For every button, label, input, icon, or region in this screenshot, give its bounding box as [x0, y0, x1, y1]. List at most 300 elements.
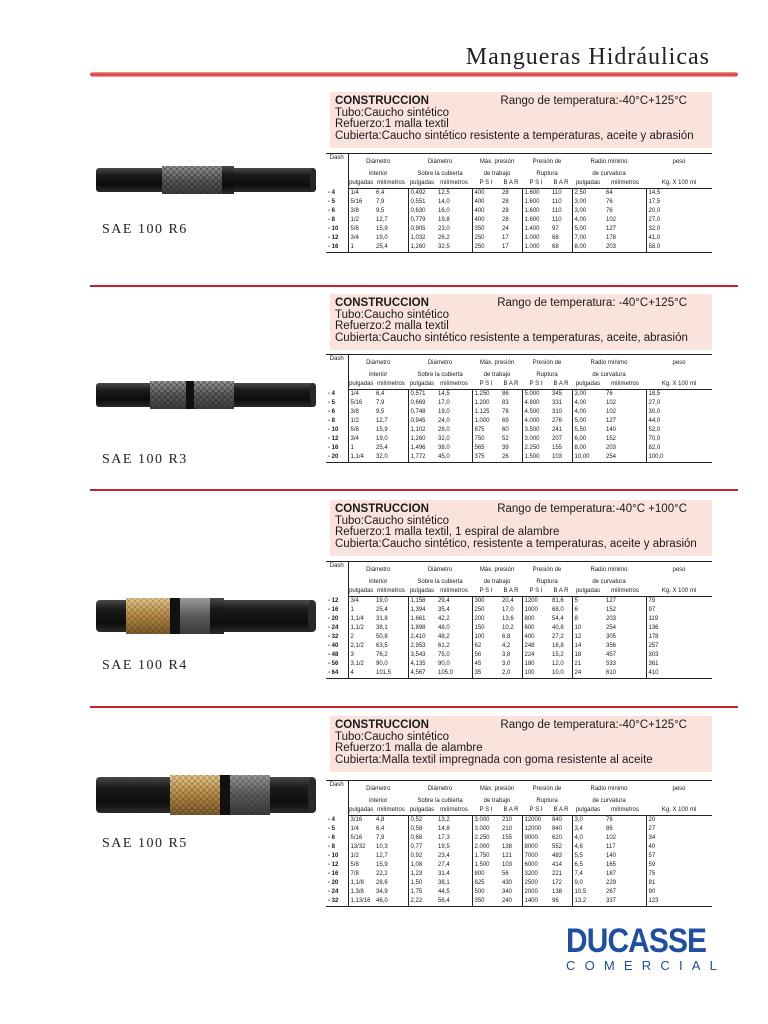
table-header-cell: P S I: [522, 806, 550, 816]
table-header-cell: interior: [369, 579, 388, 585]
table-cell: 1,1/4: [350, 454, 364, 460]
table-header-cell: Diámetro: [427, 785, 453, 792]
table-cell: 123: [646, 897, 712, 907]
table-header-cell: de trabajo: [483, 171, 511, 177]
table-row: [326, 189, 712, 199]
table-header-cell: milímetros: [436, 380, 472, 390]
construccion-box-r3: [330, 294, 712, 350]
table-header-cell: Presión de: [532, 158, 562, 165]
table-cell: 3,0: [572, 816, 604, 826]
table-header-cell: P S I: [472, 806, 500, 816]
table-row: [326, 399, 712, 408]
table-cell: 2,1/2: [350, 643, 364, 649]
table-cell: 2,50: [572, 189, 604, 199]
table-cell: 90,0: [438, 661, 450, 667]
table-cell: 4,6: [572, 843, 604, 852]
table-cell: 10,2: [502, 625, 514, 631]
table-cell: 800: [472, 870, 500, 879]
table-cell: 138: [502, 844, 513, 850]
table-cell: 61,2: [438, 643, 450, 649]
table-cell: 7,9: [376, 199, 385, 205]
table-cell: 23,4: [438, 853, 450, 859]
table-header-cell: milímetros: [436, 179, 472, 189]
table-header-cell: Kg. X 100 ml: [646, 806, 712, 816]
table-header-cell: pulgadas: [408, 806, 436, 816]
table-header-cell: milímetros: [374, 587, 408, 597]
table-cell: 14,5: [646, 189, 712, 199]
construccion-box-r5: [330, 716, 712, 772]
table-cell: 5/16: [350, 199, 363, 205]
table-header-cell: Presión de: [532, 359, 562, 366]
table-cell: 15,9: [376, 427, 388, 433]
table-header-cell: milímetros: [604, 179, 646, 189]
dash-cell: - 20: [326, 879, 348, 888]
table-header-cell: B A R: [550, 179, 572, 189]
table-cell: 5/8: [350, 862, 359, 868]
table-cell: 1: [350, 607, 354, 613]
table-header-cell: de curvatura: [592, 798, 626, 804]
table-header-cell: pulgadas: [348, 179, 374, 189]
table-cell: 400: [472, 216, 500, 225]
table-cell: 103: [502, 862, 513, 868]
table-cell: 0,779: [408, 216, 436, 225]
table-cell: 210: [502, 826, 513, 832]
table-cell: 1.600: [522, 216, 550, 225]
table-cell: 48,0: [438, 625, 450, 631]
table-row: [326, 879, 712, 888]
table-cell: 1.250: [472, 390, 500, 400]
dash-cell: - 32: [326, 633, 348, 642]
table-cell: 82,0: [646, 444, 712, 453]
tubo-text: Tubo:Caucho sintético: [335, 308, 450, 321]
table-cell: 1: [350, 244, 354, 250]
table-cell: 2.250: [522, 444, 550, 453]
table-cell: 97: [552, 226, 559, 232]
table-header-row: [326, 380, 712, 390]
table-row: [326, 444, 712, 453]
table-header-cell: P S I: [472, 380, 500, 390]
table-cell: 9,0: [572, 879, 604, 888]
table-cell: 2,953: [408, 642, 436, 651]
hose-image-r5: [96, 772, 316, 818]
table-cell: 90,0: [376, 661, 388, 667]
table-header-cell: B A R: [500, 587, 522, 597]
table-cell: 13,2: [572, 897, 604, 907]
table-cell: 19,0: [438, 409, 450, 415]
table-cell: 3,1/2: [350, 661, 364, 667]
table-row: [326, 225, 712, 234]
dash-cell: - 5: [326, 198, 348, 207]
table-cell: 30,0: [646, 408, 712, 417]
table-cell: 28,0: [438, 427, 450, 433]
table-cell: 4,00: [572, 216, 604, 225]
table-cell: 13,2: [438, 817, 450, 823]
table-cell: 50,8: [376, 634, 388, 640]
table-cell: 1,496: [408, 444, 436, 453]
table-cell: 9,5: [376, 409, 385, 415]
temperature-range: Rango de temperatura:-40°C +100°C: [497, 503, 687, 515]
table-cell: 75: [646, 870, 712, 879]
table-header-cell: pulgadas: [408, 380, 436, 390]
table-row: [326, 390, 712, 400]
table-cell: 1/2: [350, 418, 359, 424]
table-cell: 14: [572, 642, 604, 651]
table-cell: 81: [646, 879, 712, 888]
table-cell: 79: [646, 597, 712, 607]
table-cell: 121: [502, 853, 513, 859]
table-cell: 3,00: [572, 198, 604, 207]
table-cell: 102: [606, 217, 617, 223]
cubierta-text: Cubierta:Caucho sintético, resistente a temperaturas, aceite y abrasión: [335, 537, 697, 550]
table-cell: 105,0: [438, 670, 454, 676]
table-header-cell: pulgadas: [348, 587, 374, 597]
ducasse-logo-subtitle: COMERCIAL: [566, 958, 727, 973]
table-cell: 1.000: [472, 417, 500, 426]
table-cell: 140: [606, 427, 617, 433]
table-cell: 1.125: [472, 408, 500, 417]
title-rule: [90, 72, 738, 77]
hose-image-r4: [96, 592, 316, 640]
table-header-cell: pulgadas: [572, 380, 604, 390]
table-cell: 1,75: [408, 888, 436, 897]
table-header-cell: interior: [369, 372, 388, 378]
table-header-cell: Diámetro: [427, 359, 453, 366]
table-cell: 110: [552, 217, 562, 223]
model-label-r4: SAE 100 R4: [102, 658, 188, 673]
table-cell: 1.600: [522, 207, 550, 216]
table-header-cell: de trabajo: [483, 798, 511, 804]
table-cell: 18,5: [646, 390, 712, 400]
table-cell: 152: [606, 436, 617, 442]
table-cell: 303: [646, 651, 712, 660]
table-cell: 7,00: [572, 234, 604, 243]
table-header-cell: B A R: [500, 179, 522, 189]
table-header-cell: Diámetro: [366, 158, 391, 165]
table-cell: 300: [472, 597, 500, 607]
table-cell: 24: [572, 669, 604, 679]
table-header-cell: Diámetro: [427, 158, 453, 165]
table-cell: 1,1/2: [350, 625, 364, 631]
table-cell: 63,5: [376, 643, 388, 649]
table-cell: 101,5: [376, 670, 392, 676]
table-cell: 68: [552, 244, 559, 250]
dash-cell: - 12: [326, 861, 348, 870]
table-cell: 210: [502, 817, 513, 823]
table-cell: 4,0: [572, 834, 604, 843]
table-cell: 1.000: [522, 234, 550, 243]
table-cell: 150: [472, 624, 500, 633]
table-cell: 0,945: [408, 417, 436, 426]
table-cell: 6,4: [376, 391, 385, 397]
table-cell: 2.000: [472, 843, 500, 852]
table-row: [326, 825, 712, 834]
table-cell: 400: [472, 207, 500, 216]
table-cell: 750: [472, 435, 500, 444]
table-header-cell: [646, 170, 712, 179]
table-cell: 350: [472, 897, 500, 907]
page-title: Mangueras Hidráulicas: [465, 44, 710, 70]
table-cell: 12000: [522, 816, 550, 826]
table-cell: 59: [646, 861, 712, 870]
table-cell: 23,0: [438, 226, 450, 232]
table-cell: 533: [606, 661, 617, 667]
table-cell: 178: [646, 633, 712, 642]
table-header-cell: Diámetro: [366, 785, 391, 792]
table-header-cell: Diámetro: [427, 566, 453, 573]
table-cell: 400: [472, 189, 500, 199]
dash-cell: - 10: [326, 426, 348, 435]
tubo-text: Tubo:Caucho sintético: [335, 730, 450, 743]
dash-cell: - 32: [326, 897, 348, 907]
table-cell: 6,5: [572, 861, 604, 870]
table-header-row: [326, 170, 712, 179]
table-cell: 400: [472, 198, 500, 207]
table-cell: 38,0: [438, 445, 450, 451]
tubo-text: Tubo:Caucho sintético: [335, 514, 450, 527]
table-cell: 13,6: [502, 616, 514, 622]
table-cell: 0,748: [408, 408, 436, 417]
table-cell: 6,4: [376, 826, 385, 832]
table-cell: 310: [552, 409, 563, 415]
table-cell: 96: [552, 898, 559, 904]
table-cell: 12,0: [552, 661, 564, 667]
table-cell: 5,50: [572, 426, 604, 435]
tubo-text: Tubo:Caucho sintético: [335, 106, 450, 119]
table-cell: 54,4: [552, 616, 564, 622]
table-cell: 56: [472, 651, 500, 660]
table-cell: 3,00: [572, 207, 604, 216]
table-cell: 1.750: [472, 852, 500, 861]
table-header-cell: de trabajo: [483, 579, 511, 585]
table-cell: 19,0: [376, 598, 388, 604]
table-cell: 257: [646, 642, 712, 651]
dash-cell: - 8: [326, 216, 348, 225]
table-header-cell: pulgadas: [572, 179, 604, 189]
table-cell: 4.500: [522, 408, 550, 417]
dash-cell: - 6: [326, 207, 348, 216]
table-header-cell: B A R: [550, 380, 572, 390]
table-header-cell: milímetros: [374, 806, 408, 816]
table-header-cell: pulgadas: [572, 806, 604, 816]
table-header-cell: milímetros: [436, 806, 472, 816]
table-header-cell: milímetros: [436, 587, 472, 597]
construccion-box-r6: [330, 92, 712, 148]
table-cell: 207: [552, 436, 563, 442]
table-cell: 119: [646, 615, 712, 624]
table-row: [326, 669, 712, 679]
table-header-cell: P S I: [472, 587, 500, 597]
dash-cell: - 12: [326, 234, 348, 243]
table-cell: 1.500: [522, 453, 550, 463]
table-cell: 75,0: [438, 652, 450, 658]
dash-cell: - 20: [326, 453, 348, 463]
table-header-cell: peso: [672, 158, 686, 165]
table-cell: 0,551: [408, 198, 436, 207]
table-cell: 29,4: [438, 598, 450, 604]
table-header-row: [326, 154, 712, 171]
table-cell: 12: [572, 633, 604, 642]
table-cell: 250: [472, 606, 500, 615]
table-cell: 3,4: [572, 825, 604, 834]
table-cell: 4,00: [572, 408, 604, 417]
table-row: [326, 633, 712, 642]
table-cell: 15,9: [376, 226, 388, 232]
table-header-row: [326, 355, 712, 372]
dash-cell: - 24: [326, 624, 348, 633]
table-cell: 27,2: [552, 634, 564, 640]
temperature-range: Rango de temperatura:-40°C+125°C: [500, 95, 687, 107]
table-cell: 356: [606, 643, 617, 649]
table-header-row: [326, 371, 712, 380]
table-header-cell: Ruptura: [536, 798, 558, 804]
table-cell: 1,772: [408, 453, 436, 463]
table-cell: 81,6: [552, 598, 564, 604]
section-divider: [90, 285, 738, 287]
table-cell: 26: [502, 454, 509, 460]
dash-cell: - 5: [326, 399, 348, 408]
construccion-heading: CONSTRUCCION: [335, 503, 429, 515]
table-cell: 17,3: [438, 835, 450, 841]
table-cell: 600: [522, 624, 550, 633]
table-cell: 224: [522, 651, 550, 660]
table-cell: 0,571: [408, 390, 436, 400]
table-cell: 90: [646, 888, 712, 897]
refuerzo-text: Refuerzo:1 malla textil, 1 espiral de alambre: [335, 526, 560, 538]
table-header-cell: peso: [672, 359, 686, 366]
table-cell: 250: [472, 243, 500, 253]
table-cell: 400: [522, 633, 550, 642]
table-row: [326, 870, 712, 879]
table-cell: 6,00: [572, 435, 604, 444]
table-header-cell: Ruptura: [536, 579, 558, 585]
table-cell: 102: [606, 409, 617, 415]
table-cell: 68,0: [552, 607, 564, 613]
table-cell: 3/8: [350, 409, 359, 415]
table-cell: 620: [552, 835, 563, 841]
table-row: [326, 408, 712, 417]
table-cell: 17,5: [646, 198, 712, 207]
table-cell: 7,4: [572, 870, 604, 879]
table-cell: 2000: [522, 888, 550, 897]
table-row: [326, 660, 712, 669]
table-row: [326, 198, 712, 207]
table-header-row: [326, 562, 712, 579]
table-header-row: [326, 179, 712, 189]
table-cell: 24,0: [438, 418, 450, 424]
table-cell: 58,0: [646, 243, 712, 253]
dash-cell: - 16: [326, 870, 348, 879]
table-cell: 138: [552, 889, 563, 895]
dash-cell: - 16: [326, 243, 348, 253]
spec-table-r5: [326, 780, 712, 907]
table-cell: 1,158: [408, 597, 436, 607]
table-cell: 254: [606, 625, 617, 631]
table-header-cell: Máx. presión: [479, 359, 515, 366]
table-cell: 1.600: [522, 189, 550, 199]
table-cell: 12000: [522, 825, 550, 834]
table-cell: 28,6: [376, 880, 388, 886]
table-cell: 127: [606, 418, 617, 424]
table-cell: 0,92: [408, 852, 436, 861]
table-cell: 20,4: [502, 598, 514, 604]
table-cell: 6,4: [376, 190, 385, 196]
table-header-cell: interior: [369, 798, 388, 804]
dash-cell: - 16: [326, 606, 348, 615]
table-cell: 8: [572, 615, 604, 624]
table-cell: 1,08: [408, 861, 436, 870]
table-row: [326, 843, 712, 852]
table-cell: 7000: [522, 852, 550, 861]
table-cell: 32,0: [438, 436, 450, 442]
table-cell: 221: [552, 871, 563, 877]
dash-cell: - 12: [326, 597, 348, 607]
table-row: [326, 435, 712, 444]
table-header-cell: [646, 578, 712, 587]
table-header-cell: B A R: [500, 380, 522, 390]
dash-cell: - 6: [326, 408, 348, 417]
table-header-cell: Máx. presión: [479, 566, 515, 573]
refuerzo-text: Refuerzo:1 malla textil: [335, 118, 449, 130]
table-cell: 1.600: [522, 198, 550, 207]
table-cell: 1,1/4: [350, 616, 364, 622]
table-row: [326, 861, 712, 870]
table-cell: 0,669: [408, 399, 436, 408]
table-cell: 18: [572, 651, 604, 660]
table-cell: 1,260: [408, 435, 436, 444]
table-cell: 4: [350, 670, 354, 676]
table-cell: 875: [472, 426, 500, 435]
table-cell: 3.000: [522, 435, 550, 444]
table-cell: 110: [552, 190, 562, 196]
table-cell: 1,102: [408, 426, 436, 435]
construccion-heading: CONSTRUCCION: [335, 297, 429, 309]
table-cell: 625: [472, 879, 500, 888]
table-cell: 331: [552, 400, 563, 406]
table-cell: 1/2: [350, 853, 359, 859]
table-cell: 3,8: [502, 652, 511, 658]
table-cell: 5,00: [572, 417, 604, 426]
table-cell: 110: [552, 208, 562, 214]
table-cell: 2.250: [472, 834, 500, 843]
table-cell: 552: [552, 844, 563, 850]
table-cell: 1/4: [350, 190, 359, 196]
table-cell: 1.200: [472, 399, 500, 408]
table-cell: 15,9: [376, 862, 388, 868]
table-cell: 102: [606, 835, 617, 841]
dash-cell: - 10: [326, 225, 348, 234]
table-header-cell: Sobre la cubierta: [417, 579, 463, 585]
table-row: [326, 816, 712, 826]
table-cell: 248: [522, 642, 550, 651]
table-header-cell: B A R: [500, 806, 522, 816]
table-cell: 254: [606, 454, 617, 460]
table-header-cell: Radio mínimo: [590, 566, 628, 573]
table-cell: 100: [472, 633, 500, 642]
table-row: [326, 597, 712, 607]
table-cell: 165: [606, 862, 617, 868]
table-row: [326, 417, 712, 426]
table-cell: 12,7: [376, 418, 388, 424]
table-header-cell: pulgadas: [348, 806, 374, 816]
table-cell: 3.000: [472, 825, 500, 834]
table-cell: 180: [522, 660, 550, 669]
temperature-range: Rango de temperatura:-40°C+125°C: [500, 719, 687, 731]
table-cell: 27: [646, 825, 712, 834]
model-label-r5: SAE 100 R5: [102, 836, 188, 851]
table-header-cell: pulgadas: [408, 587, 436, 597]
table-cell: 187: [606, 871, 617, 877]
table-header-cell: de trabajo: [483, 372, 511, 378]
